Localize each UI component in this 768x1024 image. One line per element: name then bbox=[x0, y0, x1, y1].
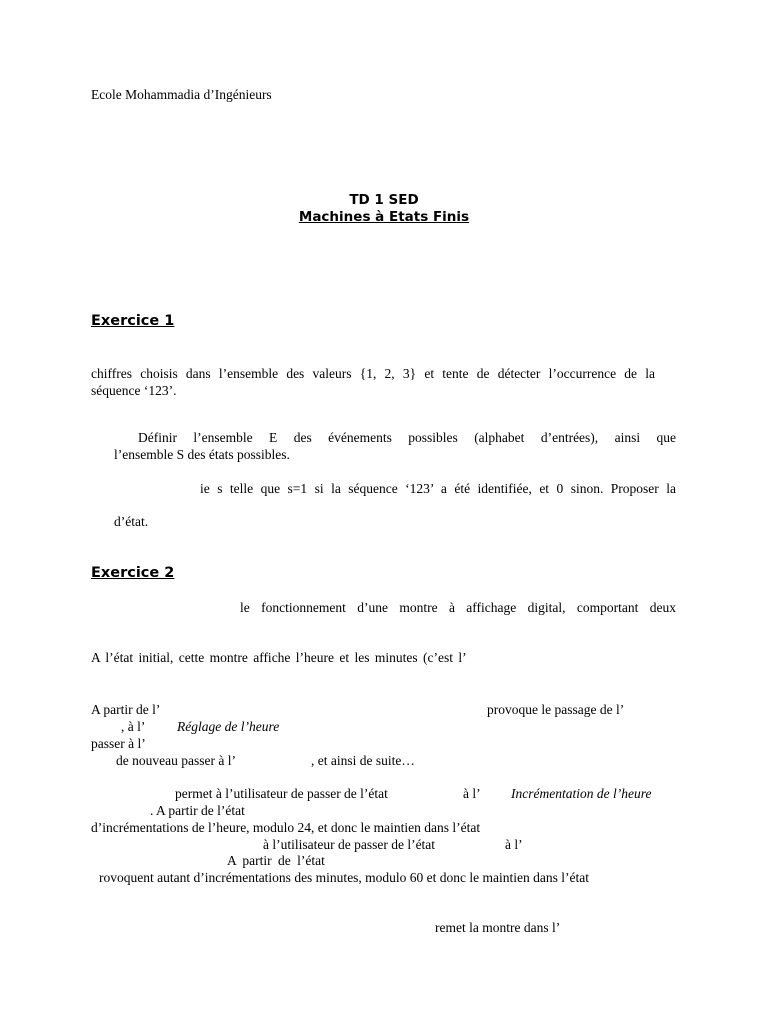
exercise-2-p3-fragment-a: A partir de l’ bbox=[91, 702, 161, 717]
exercise-2-p3-fragment-b: provoque le passage de l’ bbox=[487, 702, 625, 717]
exercise-2-p4-fragment-g: à l’ bbox=[505, 837, 523, 852]
exercise-2-p4-fragment-f: à l’utilisateur de passer de l’état bbox=[263, 837, 436, 852]
exercise-1-question-2-line-2: d’état. bbox=[114, 514, 149, 529]
exercise-2-p4-fragment-d: . A partir de l’état bbox=[150, 803, 245, 818]
exercise-2-p3-fragment-e: passer à l’ bbox=[91, 736, 146, 751]
exercise-2-p4-fragment-i: rovoquent autant d’incrémentations des minutes, modulo 60 et donc le maintien dans l’état bbox=[99, 870, 590, 885]
exercise-1-question-1-line-1: Définir l’ensemble E des événements possibles (alphabet d’entrées), ainsi que bbox=[138, 430, 676, 445]
institution-name: Ecole Mohammadia d’Ingénieurs bbox=[91, 87, 272, 102]
exercise-2-paragraph-2: A l’état initial, cette montre affiche l’heure et les minutes (c’est l’ bbox=[91, 650, 467, 665]
document-title: TD 1 SED bbox=[349, 192, 419, 208]
exercise-2-p4-state-incrementation-heure: Incrémentation de l’heure bbox=[511, 786, 652, 801]
exercise-2-p3-state-reglage-heure: Réglage de l’heure bbox=[177, 719, 280, 734]
document-subtitle bbox=[0, 208, 768, 226]
exercise-1-intro-line-1: chiffres choisis dans l’ensemble des valeurs {1, 2, 3} et tente de détecter l’occurrence de la bbox=[91, 366, 655, 381]
exercise-2-p3-fragment-f: de nouveau passer à l’ bbox=[116, 753, 236, 768]
exercise-2-heading: Exercice 2 bbox=[91, 565, 175, 581]
exercise-1-question-1-line-2: l’ensemble S des états possibles. bbox=[114, 447, 290, 462]
exercise-1-heading: Exercice 1 bbox=[91, 313, 175, 329]
exercise-2-p4-fragment-b: à l’ bbox=[463, 786, 481, 801]
exercise-2-paragraph-5: remet la montre dans l’ bbox=[435, 920, 561, 935]
exercise-1-intro-line-2: séquence ‘123’. bbox=[91, 383, 177, 398]
exercise-2-p4-fragment-e: d’incrémentations de l’heure, modulo 24, et donc le maintien dans l’état bbox=[91, 820, 481, 835]
exercise-2-p4-fragment-h: A partir de l’état bbox=[227, 853, 325, 868]
exercise-2-p4-fragment-a: permet à l’utilisateur de passer de l’état bbox=[175, 786, 388, 801]
subtitle-text: Machines à Etats Finis bbox=[298, 209, 470, 225]
exercise-1-question-2-line-1: ie s telle que s=1 si la séquence ‘123’ a été identifiée, et 0 sinon. Proposer la bbox=[200, 481, 676, 496]
exercise-2-p3-fragment-c: , à l’ bbox=[121, 719, 146, 734]
exercise-2-p3-fragment-g: , et ainsi de suite… bbox=[311, 753, 415, 768]
exercise-2-paragraph-1: le fonctionnement d’une montre à affichage digital, comportant deux bbox=[240, 600, 676, 615]
